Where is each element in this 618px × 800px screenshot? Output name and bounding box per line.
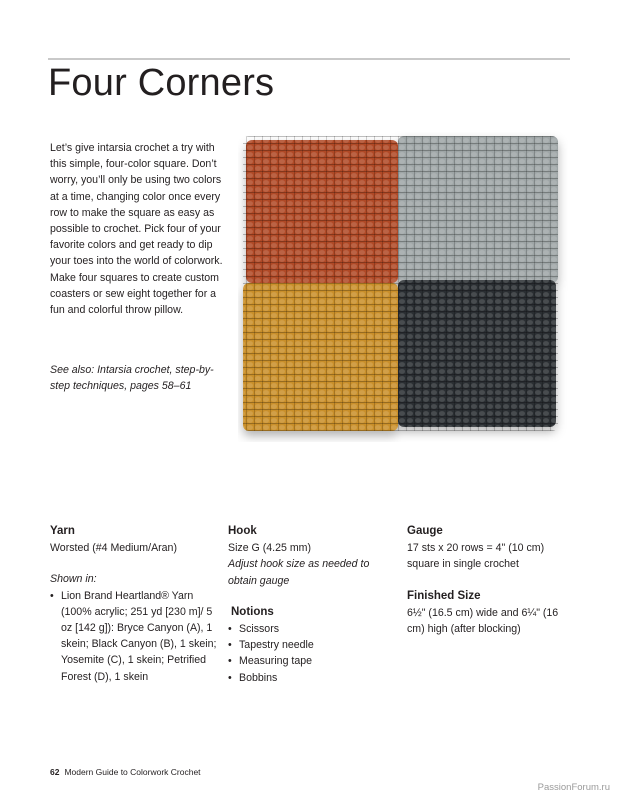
gauge-heading: Gauge — [407, 525, 443, 537]
yarn-list — [50, 588, 220, 685]
hook-heading: Hook — [228, 525, 257, 537]
page-title: Four Corners — [48, 62, 275, 104]
gauge-text: 17 sts x 20 rows = 4" (10 cm) square in single crochet — [407, 542, 545, 571]
notions-heading: Notions — [231, 605, 274, 618]
yarn-heading: Yarn — [50, 525, 75, 537]
see-also-note: See also: Intarsia crochet, step-by-step techniques, pages 58–61 — [50, 364, 214, 393]
notions-list — [228, 621, 388, 686]
top-rule — [48, 58, 570, 60]
gauge-size-section — [407, 523, 577, 637]
page-number: 62 — [50, 767, 60, 777]
yarn-section — [50, 523, 220, 685]
watermark: PassionForum.ru — [537, 782, 610, 793]
notions-item: • Scissors — [228, 621, 388, 637]
notions-item: • Measuring tape — [228, 653, 388, 669]
intro-paragraph: Let’s give intarsia crochet a try with this simple, four-color square. Don’t worry, you’ll only be using two colors at a time, changing color once every row to make the square as easy as possible to crochet. Pick four of your favorite colors and get ready to dip your toes into the world of colorwork. Make four squares to create custom coasters or sew eight together for a fun and colorful throw pillow. — [50, 142, 223, 317]
finished-size-heading: Finished Size — [407, 589, 481, 602]
yarn-list-item: • Lion Brand Heartland® Yarn (100% acrylic; 251 yd [230 m]/ 5 oz [142 g]): Bryce Canyon (A), 1 skein; Black Canyon (B), 1 skein; Yosemite (C), 1 skein; Petrified Forest (D), 1 skein — [50, 588, 220, 685]
hook-size: Size G (4.25 mm) — [228, 542, 312, 555]
hook-notions-section — [228, 523, 388, 686]
notions-item: • Bobbins — [228, 670, 388, 686]
hook-note: Adjust hook size as needed to obtain gauge — [228, 558, 370, 587]
page-footer — [50, 767, 201, 777]
crochet-swatch-image — [238, 130, 568, 442]
yarn-shown-in-label: Shown in: — [50, 573, 97, 586]
finished-size-text: 6½" (16.5 cm) wide and 6¼" (16 cm) high (after blocking) — [407, 606, 559, 636]
notions-item: • Tapestry needle — [228, 637, 388, 653]
yarn-weight: Worsted (#4 Medium/Aran) — [50, 542, 177, 555]
book-title: Modern Guide to Colorwork Crochet — [64, 767, 201, 777]
